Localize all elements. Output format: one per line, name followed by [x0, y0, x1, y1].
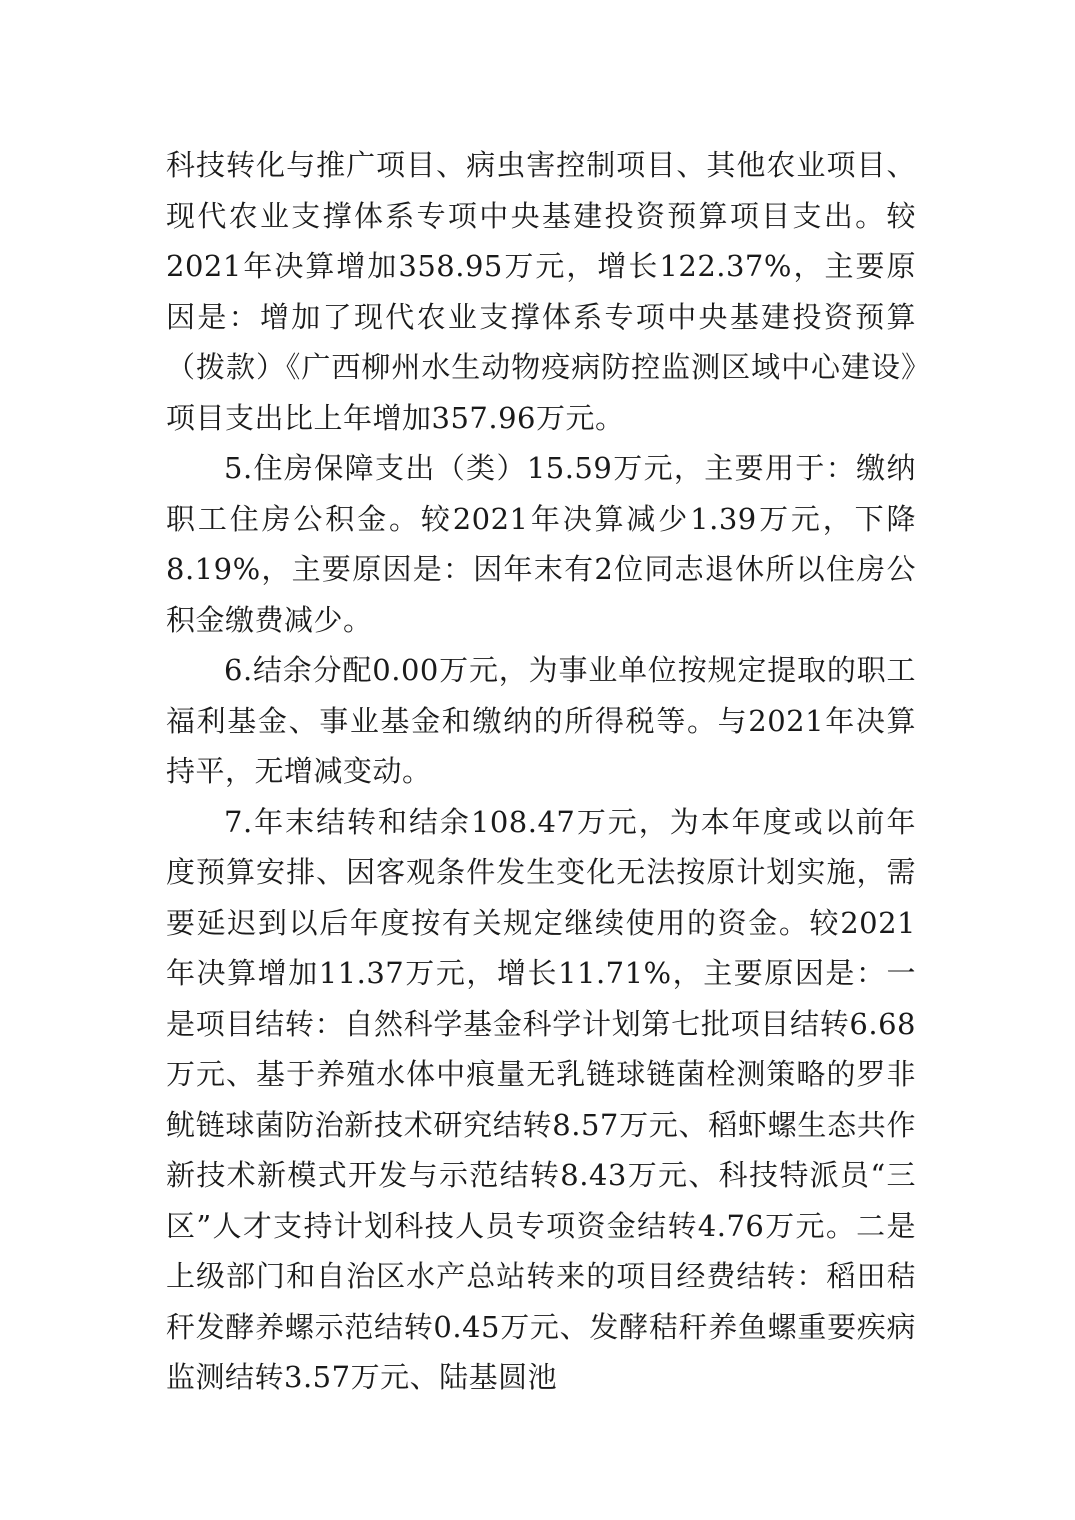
paragraph-surplus-distribution: 6.结余分配0.00万元，为事业单位按规定提取的职工福利基金、事业基金和缴纳的所得税等。与2021年决算持平，无增减变动。 [166, 653, 916, 788]
paragraph-housing-expenditure: 5.住房保障支出（类）15.59万元，主要用于：缴纳职工住房公积金。较2021年决算减少1.39万元，下降8.19%，主要原因是：因年末有2位同志退休所以住房公积金缴费减少。 [166, 451, 916, 637]
paragraph-year-end-carryover: 7.年末结转和结余108.47万元，为本年度或以前年度预算安排、因客观条件发生变化无法按原计划实施，需要延迟到以后年度按有关规定继续使用的资金。较2021年决算增加11.37万元，增长11.71%，主要原因是：一是项目结转：自然科学基金科学计划第七批项目结转6.68万元、基于养殖水体中痕量无乳链球链菌栓测策略的罗非鱿链球菌防治新技术研究结转8.57万元、稻虾螺生态共作新技术新模式开发与示范结转8.43万元、科技特派员“三区”人才支持计划科技人员专项资金结转4.76万元。二是上级部门和自治区水产总站转来的项目经费结转：稻田秸秆发酵养螺示范结转0.45万元、发酵秸秆养鱼螺重要疾病监测结转3.57万元、陆基圆池 [166, 804, 916, 1394]
paragraph-continued: 科技转化与推广项目、病虫害控制项目、其他农业项目、现代农业支撑体系专项中央基建投资预算项目支出。较2021年决算增加358.95万元，增长122.37%，主要原因是：增加了现代农业支撑体系专项中央基建投资预算（拨款）《广西柳州水生动物疫病防控监测区域中心建设》项目支出比上年增加357.96万元。 [166, 148, 916, 435]
document-body [166, 140, 916, 1403]
